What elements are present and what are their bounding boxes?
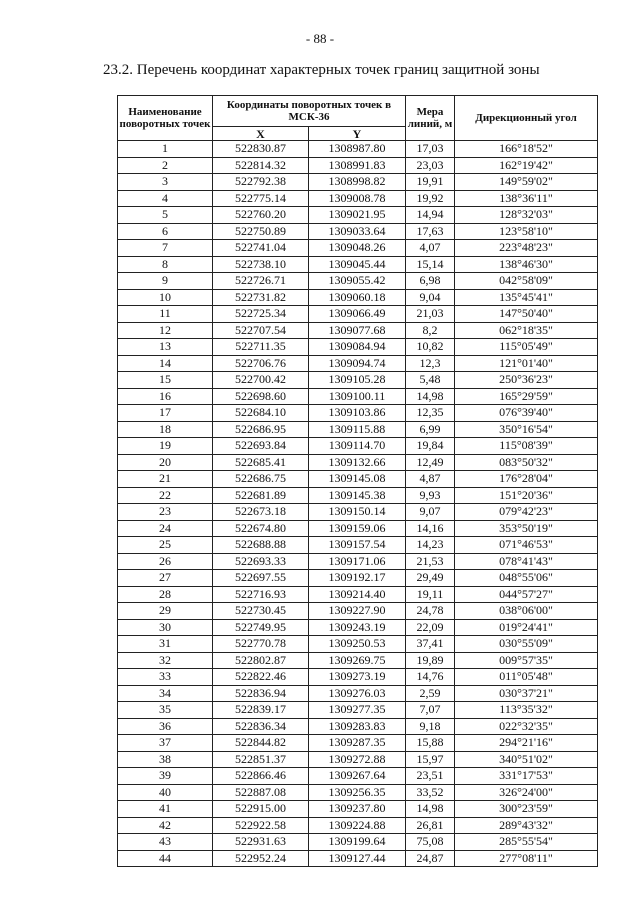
cell-x: 522915.00: [213, 801, 309, 818]
cell-x: 522887.08: [213, 784, 309, 801]
cell-x: 522750.89: [213, 223, 309, 240]
cell-line-length: 4,87: [406, 471, 455, 488]
cell-direction-angle: 176°28'04": [455, 471, 598, 488]
cell-x: 522707.54: [213, 322, 309, 339]
cell-y: 1309105.28: [309, 372, 406, 389]
cell-y: 1309227.90: [309, 603, 406, 620]
cell-line-length: 15,88: [406, 735, 455, 752]
table-row: [118, 751, 598, 768]
cell-direction-angle: 030°55'09": [455, 636, 598, 653]
cell-x: 522760.20: [213, 207, 309, 224]
coordinates-table: [117, 95, 598, 867]
cell-direction-angle: 149°59'02": [455, 174, 598, 191]
cell-x: 522700.42: [213, 372, 309, 389]
cell-x: 522802.87: [213, 652, 309, 669]
cell-line-length: 23,51: [406, 768, 455, 785]
cell-x: 522770.78: [213, 636, 309, 653]
cell-x: 522866.46: [213, 768, 309, 785]
cell-line-length: 14,16: [406, 520, 455, 537]
table-row: [118, 817, 598, 834]
cell-x: 522792.38: [213, 174, 309, 191]
cell-point-number: 18: [118, 421, 213, 438]
table-row: [118, 421, 598, 438]
header-direction-angle: Дирекционный угол: [455, 96, 598, 141]
cell-x: 522749.95: [213, 619, 309, 636]
cell-point-number: 11: [118, 306, 213, 323]
table-row: [118, 207, 598, 224]
cell-y: 1309157.54: [309, 537, 406, 554]
cell-x: 522711.35: [213, 339, 309, 356]
cell-x: 522851.37: [213, 751, 309, 768]
cell-point-number: 37: [118, 735, 213, 752]
cell-point-number: 41: [118, 801, 213, 818]
table-row: [118, 586, 598, 603]
cell-line-length: 6,99: [406, 421, 455, 438]
cell-y: 1309103.86: [309, 405, 406, 422]
cell-line-length: 26,81: [406, 817, 455, 834]
cell-point-number: 21: [118, 471, 213, 488]
cell-y: 1309214.40: [309, 586, 406, 603]
cell-y: 1309100.11: [309, 388, 406, 405]
header-y: Y: [309, 127, 406, 141]
table-row: [118, 306, 598, 323]
cell-point-number: 10: [118, 289, 213, 306]
cell-direction-angle: 115°08'39": [455, 438, 598, 455]
cell-direction-angle: 128°32'03": [455, 207, 598, 224]
cell-line-length: 15,97: [406, 751, 455, 768]
cell-y: 1309224.88: [309, 817, 406, 834]
cell-point-number: 25: [118, 537, 213, 554]
cell-direction-angle: 147°50'40": [455, 306, 598, 323]
cell-y: 1309272.88: [309, 751, 406, 768]
cell-point-number: 32: [118, 652, 213, 669]
cell-y: 1309060.18: [309, 289, 406, 306]
cell-line-length: 10,82: [406, 339, 455, 356]
cell-line-length: 6,98: [406, 273, 455, 290]
cell-x: 522697.55: [213, 570, 309, 587]
cell-line-length: 9,18: [406, 718, 455, 735]
cell-point-number: 34: [118, 685, 213, 702]
cell-y: 1309276.03: [309, 685, 406, 702]
cell-x: 522952.24: [213, 850, 309, 867]
cell-point-number: 4: [118, 190, 213, 207]
cell-y: 1309273.19: [309, 669, 406, 686]
cell-x: 522693.33: [213, 553, 309, 570]
cell-point-number: 39: [118, 768, 213, 785]
cell-direction-angle: 042°58'09": [455, 273, 598, 290]
table-row: [118, 669, 598, 686]
table-row: [118, 801, 598, 818]
table-row: [118, 223, 598, 240]
cell-line-length: 22,09: [406, 619, 455, 636]
table-row: [118, 322, 598, 339]
cell-y: 1309008.78: [309, 190, 406, 207]
cell-direction-angle: 078°41'43": [455, 553, 598, 570]
table-row: [118, 850, 598, 867]
cell-line-length: 12,3: [406, 355, 455, 372]
cell-direction-angle: 331°17'53": [455, 768, 598, 785]
section-heading: 23.2. Перечень координат характерных точек границ защитной зоны: [103, 62, 540, 78]
cell-x: 522814.32: [213, 157, 309, 174]
table-row: [118, 372, 598, 389]
cell-point-number: 20: [118, 454, 213, 471]
cell-point-number: 16: [118, 388, 213, 405]
cell-direction-angle: 044°57'27": [455, 586, 598, 603]
cell-point-number: 43: [118, 834, 213, 851]
cell-direction-angle: 277°08'11": [455, 850, 598, 867]
cell-x: 522726.71: [213, 273, 309, 290]
cell-line-length: 8,2: [406, 322, 455, 339]
cell-x: 522922.58: [213, 817, 309, 834]
cell-point-number: 40: [118, 784, 213, 801]
cell-direction-angle: 071°46'53": [455, 537, 598, 554]
cell-y: 1309145.08: [309, 471, 406, 488]
cell-direction-angle: 138°46'30": [455, 256, 598, 273]
table-row: [118, 438, 598, 455]
cell-line-length: 19,11: [406, 586, 455, 603]
table-row: [118, 504, 598, 521]
table-row: [118, 784, 598, 801]
cell-line-length: 14,94: [406, 207, 455, 224]
cell-direction-angle: 079°42'23": [455, 504, 598, 521]
cell-point-number: 22: [118, 487, 213, 504]
cell-point-number: 6: [118, 223, 213, 240]
cell-line-length: 17,63: [406, 223, 455, 240]
cell-y: 1309250.53: [309, 636, 406, 653]
table-row: [118, 388, 598, 405]
cell-point-number: 27: [118, 570, 213, 587]
cell-point-number: 9: [118, 273, 213, 290]
table-row: [118, 157, 598, 174]
cell-y: 1309269.75: [309, 652, 406, 669]
cell-y: 1309267.64: [309, 768, 406, 785]
cell-line-length: 17,03: [406, 141, 455, 158]
cell-direction-angle: 250°36'23": [455, 372, 598, 389]
cell-direction-angle: 166°18'52": [455, 141, 598, 158]
cell-direction-angle: 030°37'21": [455, 685, 598, 702]
table-row: [118, 405, 598, 422]
table-row: [118, 273, 598, 290]
cell-direction-angle: 162°19'42": [455, 157, 598, 174]
cell-direction-angle: 121°01'40": [455, 355, 598, 372]
cell-direction-angle: 151°20'36": [455, 487, 598, 504]
cell-x: 522684.10: [213, 405, 309, 422]
cell-y: 1309145.38: [309, 487, 406, 504]
table-row: [118, 570, 598, 587]
cell-line-length: 7,07: [406, 702, 455, 719]
cell-line-length: 21,03: [406, 306, 455, 323]
table-row: [118, 685, 598, 702]
cell-y: 1309094.74: [309, 355, 406, 372]
cell-x: 522731.82: [213, 289, 309, 306]
cell-point-number: 2: [118, 157, 213, 174]
cell-point-number: 35: [118, 702, 213, 719]
cell-x: 522706.76: [213, 355, 309, 372]
cell-point-number: 38: [118, 751, 213, 768]
cell-y: 1309045.44: [309, 256, 406, 273]
cell-x: 522716.93: [213, 586, 309, 603]
cell-point-number: 14: [118, 355, 213, 372]
table-row: [118, 603, 598, 620]
header-line-length: Мера линий, м: [406, 96, 455, 141]
table-row: [118, 834, 598, 851]
table-row: [118, 636, 598, 653]
cell-y: 1309084.94: [309, 339, 406, 356]
table-row: [118, 735, 598, 752]
cell-y: 1309066.49: [309, 306, 406, 323]
table-row: [118, 768, 598, 785]
cell-y: 1308987.80: [309, 141, 406, 158]
cell-direction-angle: 138°36'11": [455, 190, 598, 207]
cell-direction-angle: 289°43'32": [455, 817, 598, 834]
cell-direction-angle: 123°58'10": [455, 223, 598, 240]
table-row: [118, 174, 598, 191]
table-row: [118, 718, 598, 735]
cell-y: 1308998.82: [309, 174, 406, 191]
cell-line-length: 75,08: [406, 834, 455, 851]
table-row: [118, 553, 598, 570]
table-row: [118, 652, 598, 669]
cell-direction-angle: 022°32'35": [455, 718, 598, 735]
cell-direction-angle: 294°21'16": [455, 735, 598, 752]
cell-direction-angle: 115°05'49": [455, 339, 598, 356]
cell-line-length: 14,23: [406, 537, 455, 554]
table-row: [118, 471, 598, 488]
table-row: [118, 537, 598, 554]
table-row: [118, 240, 598, 257]
cell-line-length: 12,49: [406, 454, 455, 471]
cell-x: 522725.34: [213, 306, 309, 323]
cell-line-length: 29,49: [406, 570, 455, 587]
cell-point-number: 12: [118, 322, 213, 339]
header-x: X: [213, 127, 309, 141]
cell-direction-angle: 223°48'23": [455, 240, 598, 257]
cell-x: 522839.17: [213, 702, 309, 719]
cell-x: 522931.63: [213, 834, 309, 851]
cell-point-number: 7: [118, 240, 213, 257]
cell-line-length: 19,89: [406, 652, 455, 669]
cell-point-number: 29: [118, 603, 213, 620]
cell-y: 1309192.17: [309, 570, 406, 587]
cell-direction-angle: 350°16'54": [455, 421, 598, 438]
cell-y: 1309199.64: [309, 834, 406, 851]
cell-y: 1309115.88: [309, 421, 406, 438]
cell-point-number: 30: [118, 619, 213, 636]
table-row: [118, 454, 598, 471]
table-row: [118, 141, 598, 158]
table-row: [118, 289, 598, 306]
cell-point-number: 23: [118, 504, 213, 521]
cell-point-number: 3: [118, 174, 213, 191]
cell-x: 522693.84: [213, 438, 309, 455]
cell-direction-angle: 113°35'32": [455, 702, 598, 719]
cell-direction-angle: 019°24'41": [455, 619, 598, 636]
cell-line-length: 5,48: [406, 372, 455, 389]
cell-y: 1309277.35: [309, 702, 406, 719]
cell-line-length: 33,52: [406, 784, 455, 801]
cell-point-number: 44: [118, 850, 213, 867]
cell-line-length: 23,03: [406, 157, 455, 174]
cell-line-length: 9,07: [406, 504, 455, 521]
table-row: [118, 256, 598, 273]
cell-x: 522685.41: [213, 454, 309, 471]
cell-point-number: 28: [118, 586, 213, 603]
cell-point-number: 31: [118, 636, 213, 653]
cell-direction-angle: 300°23'59": [455, 801, 598, 818]
header-coordinates: Координаты поворотных точек в МСК-36: [213, 96, 406, 127]
header-point-name: Наименование поворотных точек: [118, 96, 213, 141]
table-body: [118, 141, 598, 867]
cell-x: 522674.80: [213, 520, 309, 537]
cell-x: 522686.95: [213, 421, 309, 438]
cell-y: 1309150.14: [309, 504, 406, 521]
cell-y: 1309021.95: [309, 207, 406, 224]
cell-x: 522698.60: [213, 388, 309, 405]
cell-direction-angle: 135°45'41": [455, 289, 598, 306]
cell-line-length: 9,04: [406, 289, 455, 306]
cell-y: 1308991.83: [309, 157, 406, 174]
table-row: [118, 339, 598, 356]
cell-direction-angle: 011°05'48": [455, 669, 598, 686]
cell-direction-angle: 048°55'06": [455, 570, 598, 587]
cell-line-length: 4,07: [406, 240, 455, 257]
cell-x: 522836.34: [213, 718, 309, 735]
cell-line-length: 14,98: [406, 388, 455, 405]
cell-y: 1309114.70: [309, 438, 406, 455]
cell-direction-angle: 009°57'35": [455, 652, 598, 669]
cell-y: 1309243.19: [309, 619, 406, 636]
cell-point-number: 17: [118, 405, 213, 422]
cell-direction-angle: 340°51'02": [455, 751, 598, 768]
cell-line-length: 24,87: [406, 850, 455, 867]
cell-y: 1309256.35: [309, 784, 406, 801]
cell-line-length: 2,59: [406, 685, 455, 702]
table-row: [118, 619, 598, 636]
cell-y: 1309127.44: [309, 850, 406, 867]
cell-y: 1309077.68: [309, 322, 406, 339]
cell-direction-angle: 062°18'35": [455, 322, 598, 339]
cell-point-number: 33: [118, 669, 213, 686]
cell-direction-angle: 165°29'59": [455, 388, 598, 405]
cell-direction-angle: 353°50'19": [455, 520, 598, 537]
page-number: - 88 -: [305, 31, 335, 46]
cell-point-number: 24: [118, 520, 213, 537]
cell-y: 1309055.42: [309, 273, 406, 290]
table-row: [118, 190, 598, 207]
cell-y: 1309287.35: [309, 735, 406, 752]
cell-direction-angle: 038°06'00": [455, 603, 598, 620]
cell-x: 522686.75: [213, 471, 309, 488]
cell-point-number: 15: [118, 372, 213, 389]
cell-y: 1309237.80: [309, 801, 406, 818]
cell-x: 522836.94: [213, 685, 309, 702]
cell-direction-angle: 285°55'54": [455, 834, 598, 851]
cell-x: 522775.14: [213, 190, 309, 207]
cell-y: 1309159.06: [309, 520, 406, 537]
cell-y: 1309171.06: [309, 553, 406, 570]
cell-line-length: 37,41: [406, 636, 455, 653]
cell-point-number: 26: [118, 553, 213, 570]
cell-line-length: 12,35: [406, 405, 455, 422]
table-row: [118, 355, 598, 372]
cell-line-length: 9,93: [406, 487, 455, 504]
cell-line-length: 15,14: [406, 256, 455, 273]
cell-x: 522844.82: [213, 735, 309, 752]
cell-x: 522681.89: [213, 487, 309, 504]
cell-x: 522673.18: [213, 504, 309, 521]
cell-x: 522741.04: [213, 240, 309, 257]
cell-line-length: 19,91: [406, 174, 455, 191]
cell-x: 522822.46: [213, 669, 309, 686]
cell-x: 522688.88: [213, 537, 309, 554]
table-row: [118, 702, 598, 719]
cell-line-length: 19,92: [406, 190, 455, 207]
cell-point-number: 8: [118, 256, 213, 273]
cell-point-number: 1: [118, 141, 213, 158]
cell-y: 1309033.64: [309, 223, 406, 240]
cell-direction-angle: 326°24'00": [455, 784, 598, 801]
cell-line-length: 14,98: [406, 801, 455, 818]
cell-line-length: 21,53: [406, 553, 455, 570]
cell-x: 522830.87: [213, 141, 309, 158]
cell-y: 1309048.26: [309, 240, 406, 257]
cell-y: 1309132.66: [309, 454, 406, 471]
cell-line-length: 19,84: [406, 438, 455, 455]
cell-point-number: 13: [118, 339, 213, 356]
cell-point-number: 42: [118, 817, 213, 834]
cell-direction-angle: 083°50'32": [455, 454, 598, 471]
cell-point-number: 36: [118, 718, 213, 735]
cell-x: 522738.10: [213, 256, 309, 273]
cell-line-length: 14,76: [406, 669, 455, 686]
cell-direction-angle: 076°39'40": [455, 405, 598, 422]
cell-y: 1309283.83: [309, 718, 406, 735]
cell-point-number: 5: [118, 207, 213, 224]
table-row: [118, 520, 598, 537]
table-row: [118, 487, 598, 504]
cell-x: 522730.45: [213, 603, 309, 620]
cell-line-length: 24,78: [406, 603, 455, 620]
cell-point-number: 19: [118, 438, 213, 455]
